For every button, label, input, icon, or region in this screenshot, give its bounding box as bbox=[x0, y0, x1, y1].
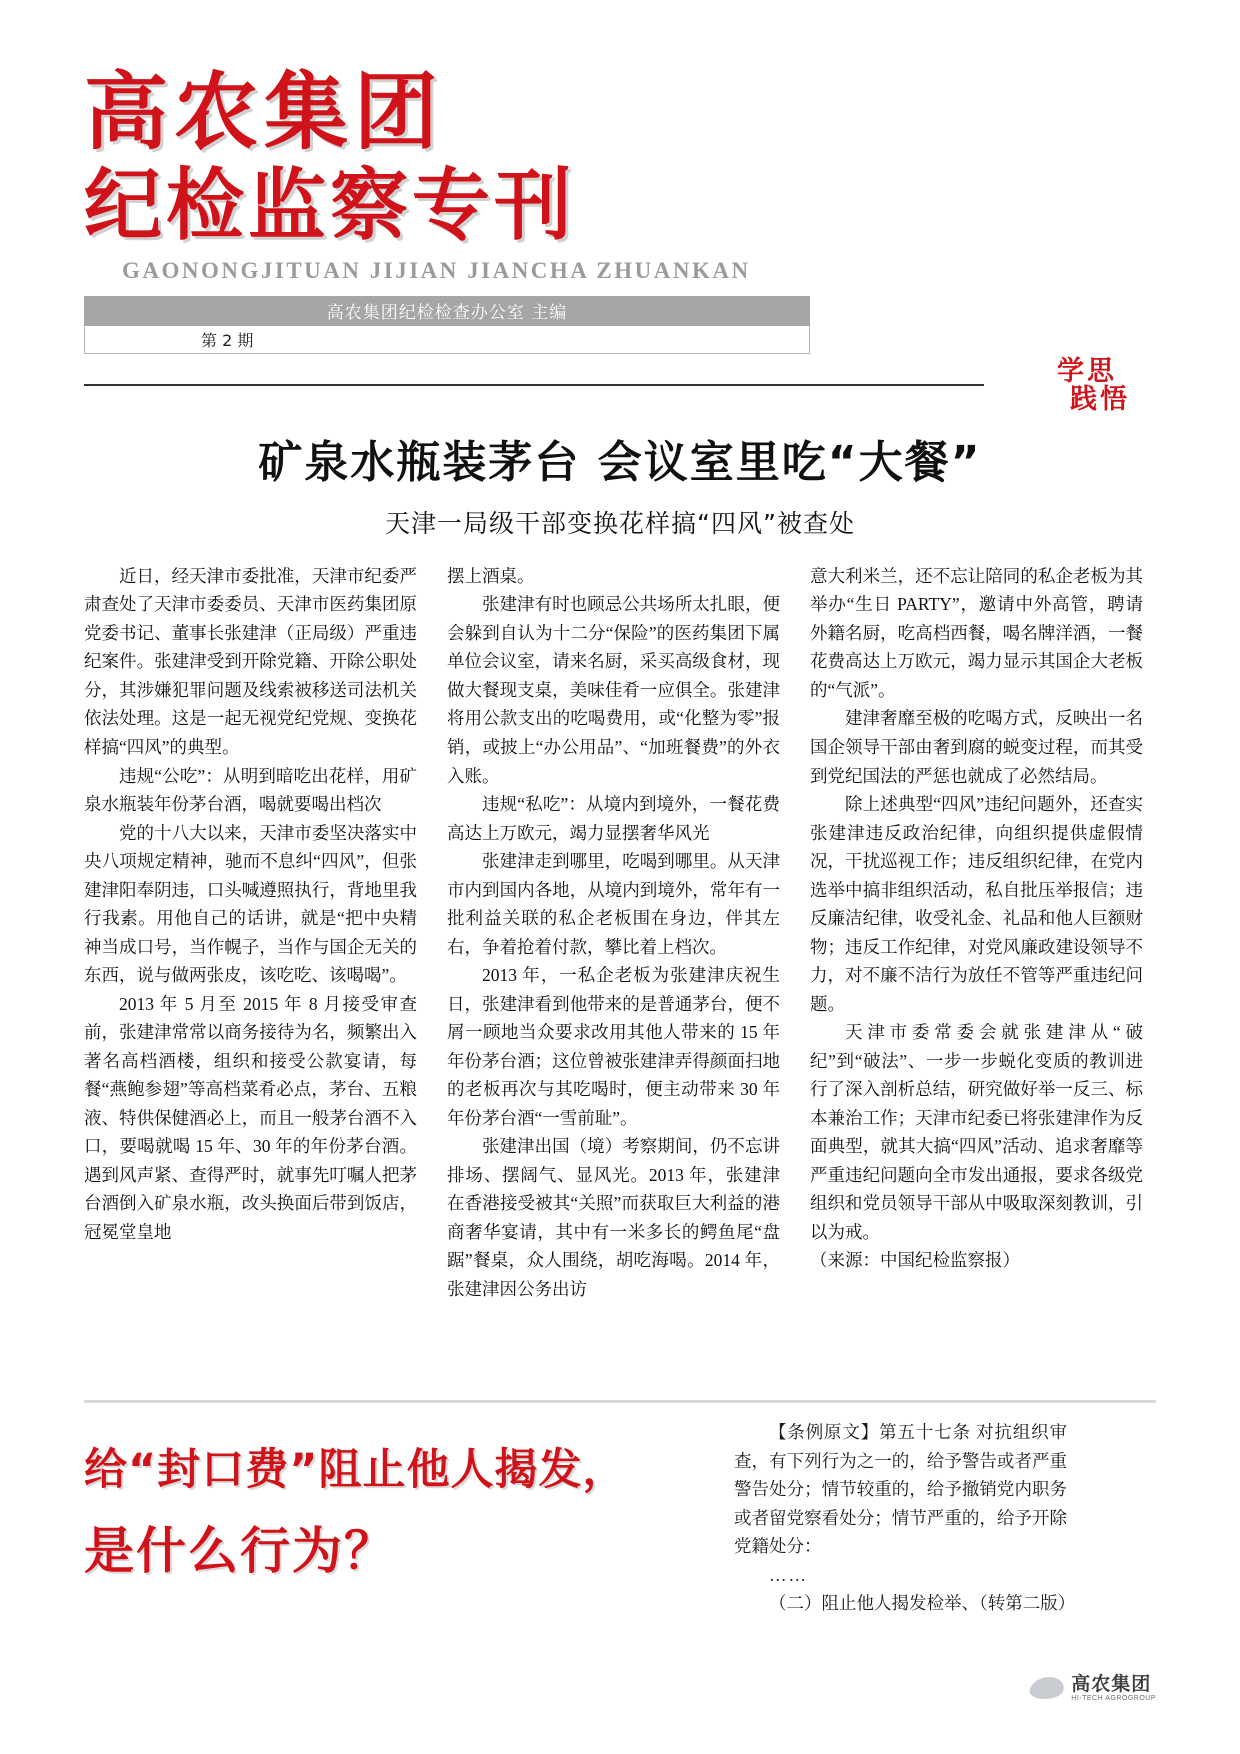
masthead-rule-row bbox=[84, 355, 1156, 422]
masthead-pinyin: GAONONGJITUAN JIJIAN JIANCHA ZHUANKAN bbox=[122, 257, 751, 283]
question-block bbox=[84, 1418, 704, 1678]
issue-bar bbox=[84, 326, 810, 354]
paragraph-ellipsis: …… bbox=[769, 1564, 808, 1585]
paragraph: 违规“私吃”：从境内到境外，一餐花费高达上万欧元，竭力显摆奢华风光 bbox=[447, 794, 780, 843]
paragraph: 张建津走到哪里，吃喝到哪里。从天津市内到国内各地，从境内到境外，常年有一批利益关联的私企老板围在身边，伴其左右，争着抢着付款，攀比着上档次。 bbox=[447, 851, 780, 957]
regulation-text bbox=[734, 1418, 1076, 1678]
article-subheadline: 天津一局级干部变换花样搞“四风”被查处 bbox=[385, 508, 855, 538]
paragraph: 【条例原文】第五十七条 对抗组织审查，有下列行为之一的，给予警告或者严重警告处分；情节较重的，给予撤销党内职务或者留党察看处分；情节严重的，给予开除党籍处分： bbox=[734, 1422, 1067, 1557]
paragraph: （来源：中国纪检监察报） bbox=[810, 1250, 1020, 1271]
paragraph: 摆上酒桌。 bbox=[447, 565, 535, 586]
logo-company-name-en: HI-TECH AGROGROUP bbox=[1071, 1694, 1156, 1702]
bottom-section-divider bbox=[84, 1400, 1156, 1403]
paragraph: （二）阻止他人揭发检举、（转第二版） bbox=[769, 1593, 1076, 1614]
article-body bbox=[84, 562, 1156, 1299]
logo-company-name: 高农集团 bbox=[1071, 1672, 1152, 1695]
stamp-line-2: 践悟 bbox=[1070, 384, 1130, 416]
masthead-title-line1: 高农集团 bbox=[84, 63, 445, 161]
paragraph: 建津奢靡至极的吃喝方式，反映出一名国企领导干部由奢到腐的蜕变过程，而其受到党纪国法的严惩也就成了必然结局。 bbox=[810, 708, 1143, 786]
paragraph: 近日，经天津市委批准，天津市纪委严肃查处了天津市委委员、天津市医药集团原党委书记、董事长张建津（正局级）严重违纪案件。张建津受到开除党籍、开除公职处分，其涉嫌犯罪问题及线索被移送司法机关依法处理。这是一起无视党纪党规、变换花样搞“四风”的典型。 bbox=[84, 565, 417, 757]
horizontal-rule bbox=[84, 384, 984, 386]
paragraph: 天津市委常委会就张建津从“破纪”到“破法”、一步一步蜕化变质的教训进行了深入剖析总结，研究做好举一反三、标本兼治工作；天津市纪委已将张建津作为反面典型，就其大搞“四风”活动、追求奢靡等严重违纪问题向全市发出通报，要求各级党组织和党员领导干部从中吸取深刻教训，引以为戒。 bbox=[810, 1022, 1143, 1242]
paragraph: 张建津出国（境）考察期间，仍不忘讲排场、摆阔气、显风光。2013 年，张建津在香港接受被其“关照”而获取巨大利益的港商奢华宴请，其中有一米多长的鳄鱼尾“盘踞”餐桌，众人围绕，胡吃海喝。2014 年，张建津因公务出访 bbox=[447, 1136, 780, 1299]
paragraph: 违规“公吃”：从明到暗吃出花样，用矿泉水瓶装年份茅台酒，喝就要喝出档次 bbox=[84, 765, 417, 815]
logo-text bbox=[1071, 1672, 1156, 1702]
paragraph: 2013 年 5 月至 2015 年 8 月接受审查前，张建津常常以商务接待为名，频繁出入著名高档酒楼，组织和接受公款宴请，每餐“燕鲍参翅”等高档菜肴必点，茅台、五粮液、特供保健酒必上，而且一般茅台酒不入口，要喝就喝 15 年、30 年的年份茅台酒。遇到风声紧、查得严时，就事先叮嘱人把茅台酒倒入矿泉水瓶，改头换面后带到饭店，冠冕堂皇地 bbox=[84, 993, 417, 1242]
bottom-section bbox=[84, 1418, 1156, 1678]
paragraph: 2013 年，一私企老板为张建津庆祝生日，张建津看到他带来的是普通茅台，便不屑一顾地当众要求改用其他人带来的 15 年年份茅台酒；这位曾被张建津弄得颜面扫地的老板再次与其吃喝时，便主动带来 30 年年份茅台酒“一雪前耻”。 bbox=[447, 965, 780, 1128]
issue-label: 第 2 期 bbox=[201, 330, 254, 350]
leaf-icon bbox=[1028, 1677, 1067, 1699]
article-column-1 bbox=[84, 562, 417, 1262]
masthead bbox=[84, 0, 1156, 422]
paragraph: 党的十八大以来，天津市委坚决落实中央八项规定精神，驰而不息纠“四风”，但张建津阳奉阴违，口头喊遵照执行，背地里我行我素。用他自己的话讲，就是“把中央精神当成口号，当作幌子，当作与国企无关的东西，说与做两张皮，该吃吃、该喝喝”。 bbox=[84, 822, 417, 986]
question-line-2: 是什么行为？ bbox=[84, 1522, 396, 1580]
footer-logo bbox=[1030, 1672, 1156, 1702]
question-line-1: 给“封口费”阻止他人揭发， bbox=[84, 1445, 627, 1495]
stamp-line-1: 学思 bbox=[1057, 355, 1117, 387]
article-headline: 矿泉水瓶装茅台 会议室里吃“大餐” bbox=[258, 436, 982, 488]
paragraph: 意大利米兰，还不忘让陪同的私企老板为其举办“生日 PARTY”，邀请中外高管，聘请外籍名厨，吃高档西餐，喝名牌洋酒，一餐花费高达上万欧元，竭力显示其国企大老板的“气派”。 bbox=[810, 565, 1143, 700]
article-column-2 bbox=[447, 562, 780, 1299]
paragraph: 除上述典型“四风”违纪问题外，还查实张建津违反政治纪律，向组织提供虚假情况，干扰巡视工作；违反组织纪律，在党内选举中搞非组织活动，私自批压举报信；违反廉洁纪律，收受礼金、礼品和他人巨额财物；违反工作纪律，对党风廉政建设领导不力，对不廉不洁行为放任不管等严重违纪问题。 bbox=[810, 794, 1143, 1014]
paragraph: 张建津有时也顾忌公共场所太扎眼，便会躲到自认为十二分“保险”的医药集团下属单位会议室，请来名厨，采买高级食材，现做大餐现支桌，美味佳肴一应俱全。张建津将用公款支出的吃喝费用，或“化整为零”报销，或披上“办公用品”、“加班餐费”的外衣入账。 bbox=[447, 594, 780, 786]
article-column-3 bbox=[810, 562, 1143, 1271]
editor-label: 高农集团纪检检查办公室 主编 bbox=[326, 303, 568, 324]
editor-bar bbox=[84, 296, 810, 326]
section-stamp bbox=[1044, 355, 1130, 416]
masthead-title-line2: 纪检监察专刊 bbox=[84, 161, 577, 252]
